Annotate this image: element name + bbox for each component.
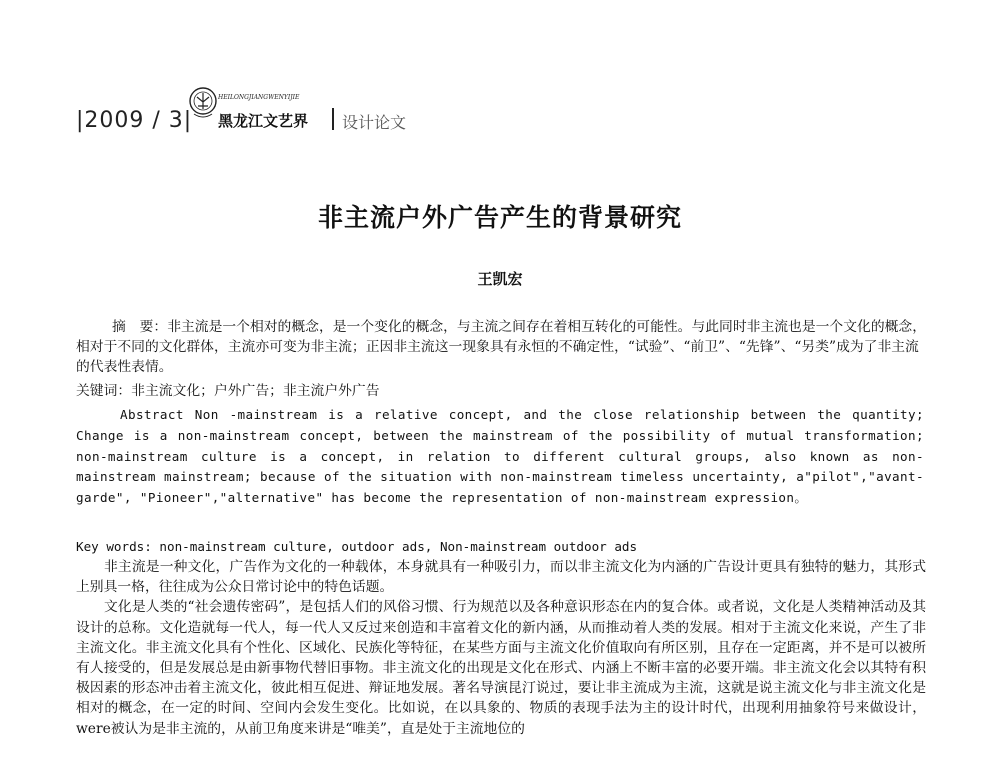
body-paragraph: 文化是人类的“社会遗传密码”，是包括人们的风俗习惯、行为规范以及各种意识形态在内的复合体。或者说，文化是人类精神活动及其设计的总称。文化造就每一代人，每一代人又反过来创造和丰富着文化的新内涵，从而推动着人类的发展。相对于主流文化来说，产生了非主流文化。非主流文化具有个性化、区域化、民族化等特征，在某些方面与主流文化价值取向有所区别，且存在一定距离，并不是可以被所有人接受的，但是发展总是由新事物代替旧事物。非主流文化的出现是文化在形式、内涵上不断丰富的必要开端。非主流文化会以其特有积极因素的形态冲击着主流文化，彼此相互促进、辩证地发展。著名导演昆汀说过，要让非主流成为主流，这就是说主流文化与非主流文化是相对的概念，在一定的时间、空间内会发生变化。比如说，在以具象的、物质的表现手法为主的设计时代，出现利用抽象符号来做设计，were被认为是非主流的，从前卫角度来讲是“唯美”，直是处于主流地位的 (76, 599, 926, 737)
column-name: 设计论文 (342, 113, 407, 132)
journal-pinyin: HEILONGJIANGWENYIJIE (218, 94, 300, 101)
keywords-english: Key words: non-mainstream culture, outdoor ads, Non-mainstream outdoor ads (76, 539, 638, 554)
abstract-english: Abstract Non -mainstream is a relative concept, and the close relationship between the quantity; Change is a non-mainstream concept, between the mainstream of the possibility of mutual transformation; non-mainstream culture is a concept, in relation to different cultural groups, also known as non-mainstream mainstream; because of the situation with non-mainstream timeless uncertainty, a"pilot","avant-garde", "Pioneer","alternative" has become the representation of non-mainstream expression。 (76, 407, 924, 506)
article-title: 非主流户外广告产生的背景研究 (317, 203, 682, 232)
article-author: 王凯宏 (477, 270, 523, 288)
journal-header (76, 86, 496, 136)
abstract-label: 摘 要： (112, 319, 168, 335)
keywords-chinese: 关键词：非主流文化；户外广告；非主流户外广告 (76, 383, 380, 399)
abstract-text: 非主流是一个相对的概念，是一个变化的概念，与主流之间存在着相互转化的可能性。与此同时非主流也是一个文化的概念，相对于不同的文化群体，主流亦可变为非主流；正因非主流这一现象具有永恒的不确定性，“试验”、“前卫”、“先锋”、“另类”成为了非主流的代表性表情。 (76, 319, 927, 375)
abstract-chinese (76, 317, 926, 377)
journal-logo-icon (188, 86, 218, 120)
journal-name: 黑龙江文艺界 (218, 112, 309, 130)
issue-number: |2009 / 3| (76, 108, 193, 133)
header-divider (332, 108, 334, 130)
body-paragraph: 非主流是一种文化，广告作为文化的一种载体，本身就具有一种吸引力，而以非主流文化为内涵的广告设计更具有独特的魅力，其形式上别具一格，往往成为公众日常讨论中的特色话题。 (76, 559, 926, 596)
article-body (76, 557, 926, 739)
